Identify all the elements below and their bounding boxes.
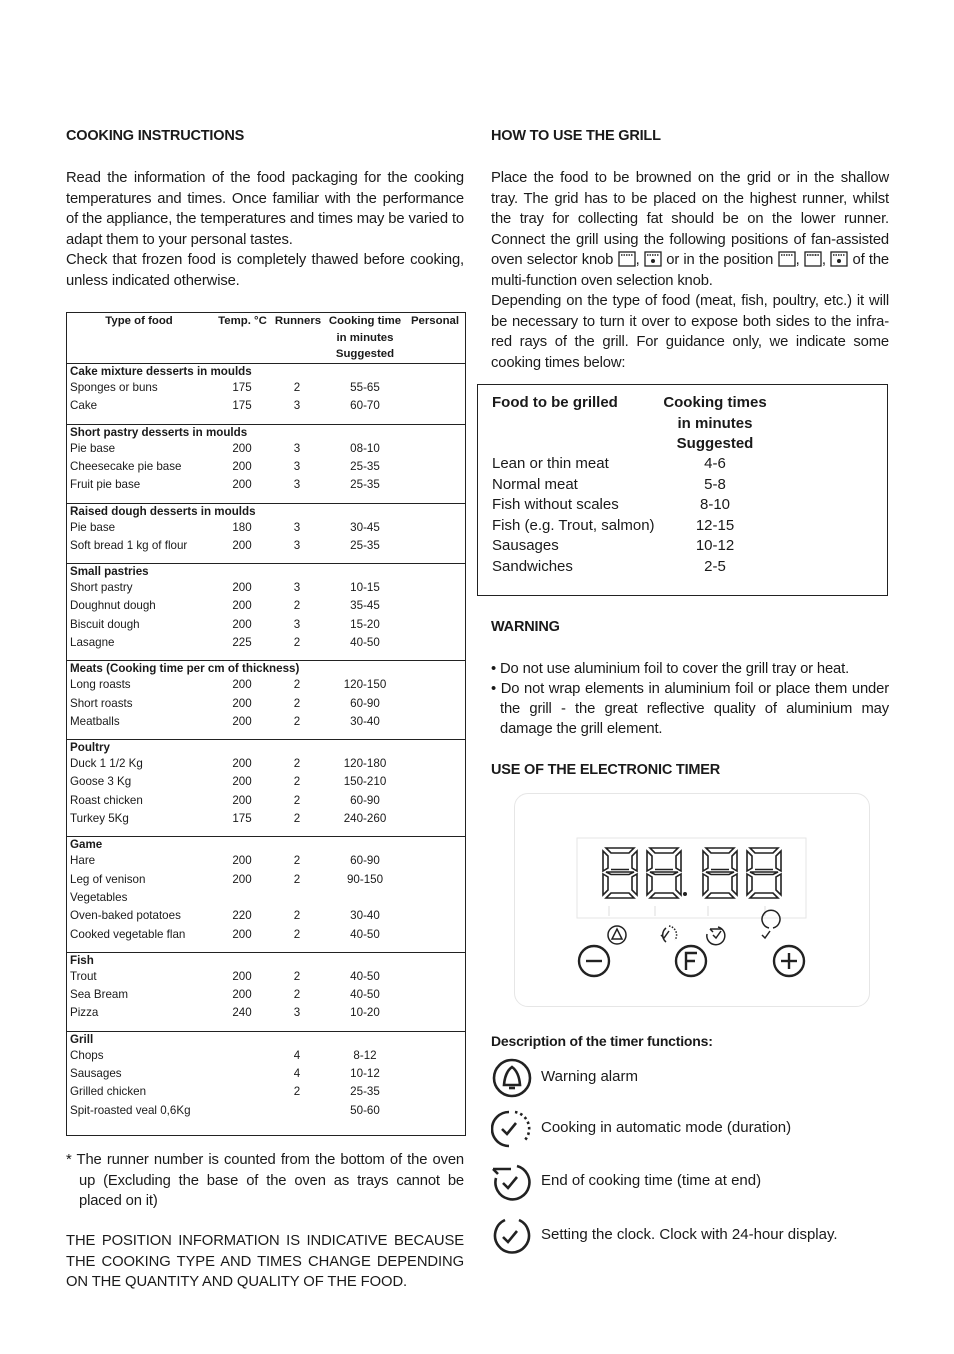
table-row xyxy=(67,696,465,712)
grill-header-food: Food to be grilled xyxy=(492,394,618,411)
table-group xyxy=(67,503,465,565)
grill-table-row xyxy=(492,475,887,496)
table-group-title: Short pastry desserts in moulds xyxy=(70,425,248,439)
grill-table-row xyxy=(492,536,887,557)
cell-time: 90-150 xyxy=(346,872,384,886)
cell-time: 15-20 xyxy=(350,617,380,631)
table-group-title: Poultry xyxy=(70,741,110,755)
cell-runners: 2 xyxy=(293,872,301,886)
table-group-title: Grill xyxy=(70,1032,94,1046)
cell-runners: 2 xyxy=(293,757,301,771)
seven-segment-display xyxy=(603,848,781,898)
cell-food: Biscuit dough xyxy=(70,617,140,631)
display-digit xyxy=(647,848,681,898)
cell-runners: 3 xyxy=(293,538,301,552)
header-food: Type of food xyxy=(105,315,173,327)
cell-runners: 2 xyxy=(293,381,301,394)
cell-food: Meatballs xyxy=(70,714,120,728)
cell-food: Doughnut dough xyxy=(70,599,156,613)
grill-cell-time: 5-8 xyxy=(704,475,726,493)
cell-food: Sponges or buns xyxy=(70,381,158,394)
table-row xyxy=(67,459,465,475)
cell-temp: 200 xyxy=(232,854,252,868)
table-row xyxy=(67,1066,465,1082)
cell-temp: 225 xyxy=(232,635,252,649)
table-group xyxy=(67,660,465,740)
cell-runners: 3 xyxy=(293,399,301,413)
table-row xyxy=(67,927,465,943)
cell-runners: 2 xyxy=(293,988,301,1002)
grill-heading: HOW TO USE THE GRILL xyxy=(491,128,661,144)
table-row xyxy=(67,380,465,396)
cell-runners: 2 xyxy=(293,696,301,710)
position-note: THE POSITION INFORMATION IS INDICATIVE BECAUSE THE COOKING TYPE AND TIMES CHANGE DEPENDING ON THE QUANTITY AND QUALITY OF THE FOOD. xyxy=(66,1233,464,1290)
cell-time: 25-35 xyxy=(350,459,380,473)
function-label-alarm: Warning alarm xyxy=(541,1068,638,1085)
cooking-table xyxy=(66,312,466,1136)
grill-cell-food: Fish without scales xyxy=(492,496,619,514)
cell-food: Goose 3 Kg xyxy=(70,775,132,789)
table-group-title: Small pastries xyxy=(70,565,149,579)
table-row xyxy=(67,538,465,554)
warning-heading: WARNING xyxy=(491,619,560,635)
display-digit xyxy=(703,848,737,898)
cell-runners: 3 xyxy=(293,1006,301,1020)
function-button[interactable] xyxy=(676,946,706,976)
table-row xyxy=(67,598,465,614)
function-label-clock: Setting the clock. Clock with 24-hour display. xyxy=(541,1226,838,1243)
grill-icon xyxy=(778,251,796,267)
cell-food: Lasagne xyxy=(70,635,115,649)
cell-time: 8-12 xyxy=(353,1048,377,1062)
grill-cell-time: 4-6 xyxy=(704,455,726,472)
cell-temp: 200 xyxy=(232,617,252,631)
cell-time: 30-45 xyxy=(350,520,380,534)
timer-functions-heading: Description of the timer functions: xyxy=(491,1033,713,1049)
cell-temp: 200 xyxy=(232,581,252,595)
header-runners: Runners xyxy=(274,315,322,327)
cell-runners: 2 xyxy=(293,635,301,649)
table-row xyxy=(67,969,465,985)
table-group-title: Raised dough desserts in moulds xyxy=(70,504,256,518)
cell-time: 25-35 xyxy=(350,478,380,492)
table-group xyxy=(67,739,465,837)
table-group-title: Cake mixture desserts in moulds xyxy=(70,365,252,378)
header-cooking-time: Cooking time in minutes Suggested xyxy=(328,315,402,360)
table-row xyxy=(67,811,465,827)
cell-food: Sea Bream xyxy=(70,988,128,1002)
cell-temp: 200 xyxy=(232,988,252,1002)
panel-alarm-icon xyxy=(608,926,626,944)
cell-temp: 200 xyxy=(232,459,252,473)
grill-cell-food: Sausages xyxy=(492,537,559,555)
cell-time: 50-60 xyxy=(350,1103,380,1117)
grill-cell-time: 2-5 xyxy=(704,558,726,575)
cell-temp: 200 xyxy=(232,441,252,455)
table-group xyxy=(67,952,465,1032)
cell-runners: 2 xyxy=(293,812,301,826)
cell-time: 120-150 xyxy=(343,678,387,692)
table-row xyxy=(67,635,465,651)
table-group xyxy=(67,1031,465,1129)
cell-time: 10-15 xyxy=(350,581,380,595)
cell-food: Cooked vegetable flan xyxy=(70,927,186,941)
cell-time: 60-90 xyxy=(350,854,380,868)
cell-time: 08-10 xyxy=(350,441,380,455)
cell-temp: 200 xyxy=(232,757,252,771)
cell-food: Cheesecake pie base xyxy=(70,459,182,473)
cell-food: Short pastry xyxy=(70,581,133,595)
table-row xyxy=(67,1005,465,1021)
grill-times-table xyxy=(477,384,888,596)
warning-item-1: • Do not use aluminium foil to cover the grill tray or heat. xyxy=(491,661,850,677)
cell-food: Leg of venison xyxy=(70,872,146,886)
grill-cell-time: 10-12 xyxy=(695,537,735,555)
cell-runners: 2 xyxy=(293,927,301,941)
end-time-icon xyxy=(491,1162,535,1202)
fan-grill-icon xyxy=(618,251,636,267)
cooking-table-header xyxy=(67,313,465,363)
cell-time: 30-40 xyxy=(350,714,380,728)
cell-time: 10-20 xyxy=(350,1006,380,1020)
table-row xyxy=(67,1103,465,1119)
panel-duration-icon xyxy=(661,926,677,942)
grill-cell-food: Fish (e.g. Trout, salmon) xyxy=(492,516,655,534)
table-row xyxy=(67,908,465,924)
cell-food: Hare xyxy=(70,854,96,868)
cell-runners: 3 xyxy=(293,441,301,455)
intro-paragraph-2: Check that frozen food is completely thawed before cooking, unless indicated otherwise. xyxy=(66,252,464,289)
cell-runners: 2 xyxy=(293,599,301,613)
cell-temp: 200 xyxy=(232,969,252,983)
fan-grill-mf-icon xyxy=(830,251,848,267)
cell-runners: 2 xyxy=(293,775,301,789)
table-group xyxy=(67,563,465,661)
table-row xyxy=(67,398,465,414)
cell-time: 55-65 xyxy=(350,381,380,394)
grill-cell-time: 12-15 xyxy=(695,516,735,534)
grill-table-row xyxy=(492,557,887,578)
cell-time: 25-35 xyxy=(350,538,380,552)
cell-time: 240-260 xyxy=(343,812,387,826)
cell-runners: 2 xyxy=(293,854,301,868)
grill-cell-food: Lean or thin meat xyxy=(492,455,609,472)
table-group xyxy=(67,836,465,953)
cell-runners: 3 xyxy=(293,520,301,534)
minus-button[interactable] xyxy=(579,946,609,976)
header-temp: Temp. °C xyxy=(218,315,267,327)
runner-footnote: * The runner number is counted from the bottom of the oven up (Excluding the base of the oven as trays cannot be placed on it) xyxy=(66,1152,464,1209)
table-row xyxy=(67,580,465,596)
cell-food: Soft bread 1 kg of flour xyxy=(70,538,188,552)
cell-runners: 3 xyxy=(293,478,301,492)
duration-icon xyxy=(491,1109,535,1149)
cell-runners: 2 xyxy=(293,714,301,728)
panel-end-time-icon xyxy=(707,927,725,945)
table-row xyxy=(67,1084,465,1100)
table-group xyxy=(67,363,465,425)
cell-food: Spit-roasted veal 0,6Kg xyxy=(70,1103,191,1117)
cell-temp: 200 xyxy=(232,714,252,728)
table-row xyxy=(67,441,465,457)
table-row xyxy=(67,872,465,888)
cell-food: Roast chicken xyxy=(70,793,143,807)
grill-paragraph-1: Place the food to be browned on the grid or in the shallow tray. The grid has to be placed on the highest runner, whilst the tray for collecting fat should be on the lower runner. Connect the grill using the following positions of fan-assisted oven selector knob , or in the position , , of the multi-function oven selection knob. xyxy=(491,170,889,289)
grill-table-row xyxy=(492,454,887,475)
table-row xyxy=(67,617,465,633)
cell-time: 30-40 xyxy=(350,909,380,923)
cooking-intro xyxy=(66,168,464,291)
table-row xyxy=(67,774,465,790)
cell-temp: 175 xyxy=(232,381,252,394)
cell-temp: 200 xyxy=(232,478,252,492)
cell-temp: 200 xyxy=(232,775,252,789)
cell-time: 40-50 xyxy=(350,988,380,1002)
clock-icon xyxy=(491,1216,535,1256)
cell-temp: 175 xyxy=(232,399,252,413)
cell-time: 60-70 xyxy=(350,399,380,413)
cell-temp: 180 xyxy=(232,520,252,534)
cell-temp: 220 xyxy=(232,909,252,923)
cell-time: 40-50 xyxy=(350,969,380,983)
table-group xyxy=(67,424,465,504)
function-label-end-time: End of cooking time (time at end) xyxy=(541,1172,762,1189)
cell-runners: 2 xyxy=(293,969,301,983)
display-digit xyxy=(603,848,637,898)
cell-temp: 240 xyxy=(232,1006,252,1020)
intro-paragraph-1: Read the information of the food packaging for the cooking temperatures and times. Once familiar with the performance of the appliance, the temperatures and times may be varied to adapt them to your personal tastes. xyxy=(66,170,464,248)
cell-time: 25-35 xyxy=(350,1085,380,1099)
cell-temp: 200 xyxy=(232,927,252,941)
fan-grill-fan-icon xyxy=(644,251,662,267)
cooking-instructions-heading: COOKING INSTRUCTIONS xyxy=(66,128,245,144)
cell-temp: 175 xyxy=(232,812,252,826)
warning-item-2: • Do not wrap elements in aluminium foil or place them under the grill - the great reflective quality of aluminium may damage the grill element. xyxy=(491,681,889,737)
cell-food: Grilled chicken xyxy=(70,1085,147,1099)
cell-food: Pie base xyxy=(70,520,116,534)
cell-runners: 3 xyxy=(293,581,301,595)
double-grill-icon xyxy=(804,251,822,267)
table-row xyxy=(67,477,465,493)
cell-runners: 2 xyxy=(293,793,301,807)
table-row xyxy=(67,987,465,1003)
grill-cell-time: 8-10 xyxy=(699,496,731,514)
cell-temp: 200 xyxy=(232,538,252,552)
grill-cell-food: Sandwiches xyxy=(492,558,573,575)
cell-time: 120-180 xyxy=(343,757,387,771)
table-row xyxy=(67,520,465,536)
table-row xyxy=(67,793,465,809)
cell-food: Long roasts xyxy=(70,678,131,692)
cell-food: Chops xyxy=(70,1048,104,1062)
timer-panel xyxy=(514,793,870,1007)
cell-runners: 2 xyxy=(293,1085,301,1099)
cell-food: Short roasts xyxy=(70,696,133,710)
grill-instructions xyxy=(491,168,889,373)
table-row xyxy=(67,756,465,772)
plus-button[interactable] xyxy=(774,946,804,976)
cell-time: 60-90 xyxy=(350,793,380,807)
table-row xyxy=(67,853,465,869)
timer-heading: USE OF THE ELECTRONIC TIMER xyxy=(491,762,721,778)
cell-food: Pizza xyxy=(70,1006,99,1020)
cell-time: 35-45 xyxy=(350,599,380,613)
header-personal: Personal xyxy=(410,315,460,327)
cell-food: Trout xyxy=(70,969,97,983)
cell-time: 40-50 xyxy=(350,927,380,941)
cell-temp: 200 xyxy=(232,872,252,886)
table-group-title: Game xyxy=(70,838,103,852)
cell-food: Turkey 5Kg xyxy=(70,812,129,826)
cell-food: Duck 1 1/2 Kg xyxy=(70,757,143,771)
grill-paragraph-2: Depending on the type of food (meat, fish, poultry, etc.) it will be necessary to turn it over to expose both sides to the infra-red rays of the grill. For guidance only, we indicate some cooking times below: xyxy=(491,293,889,371)
cell-food: Oven-baked potatoes xyxy=(70,909,181,923)
cell-runners: 4 xyxy=(293,1067,301,1081)
cell-food: Fruit pie base xyxy=(70,478,141,492)
display-digit xyxy=(747,848,781,898)
table-group-title: Fish xyxy=(70,953,94,967)
table-row xyxy=(67,677,465,693)
timer-display-svg xyxy=(515,794,869,1006)
cell-food: Sausages xyxy=(70,1067,122,1081)
table-row xyxy=(67,890,465,906)
cell-runners: 3 xyxy=(293,459,301,473)
cell-runners: 2 xyxy=(293,678,301,692)
alarm-bell-icon xyxy=(491,1058,535,1098)
cell-food: Pie base xyxy=(70,441,116,455)
grill-table-row xyxy=(492,516,887,537)
function-label-duration: Cooking in automatic mode (duration) xyxy=(541,1119,792,1136)
cell-runners: 3 xyxy=(293,617,301,631)
cell-temp: 200 xyxy=(232,599,252,613)
grill-table-row xyxy=(492,495,887,516)
cell-temp: 200 xyxy=(232,678,252,692)
table-group-title: Meats (Cooking time per cm of thickness) xyxy=(70,662,300,676)
cell-food: Vegetables xyxy=(70,890,128,904)
cell-time: 10-12 xyxy=(350,1067,380,1081)
cell-time: 150-210 xyxy=(343,775,387,789)
cell-temp: 200 xyxy=(232,696,252,710)
cell-temp: 200 xyxy=(232,793,252,807)
cell-time: 40-50 xyxy=(350,635,380,649)
grill-cell-food: Normal meat xyxy=(492,475,578,493)
cell-runners: 2 xyxy=(293,909,301,923)
cell-runners: 4 xyxy=(293,1048,301,1062)
cell-time: 60-90 xyxy=(350,696,380,710)
table-row xyxy=(67,714,465,730)
grill-header-time: Cooking times in minutes Suggested xyxy=(663,394,767,452)
table-row xyxy=(67,1048,465,1064)
cell-food: Cake xyxy=(70,399,98,413)
